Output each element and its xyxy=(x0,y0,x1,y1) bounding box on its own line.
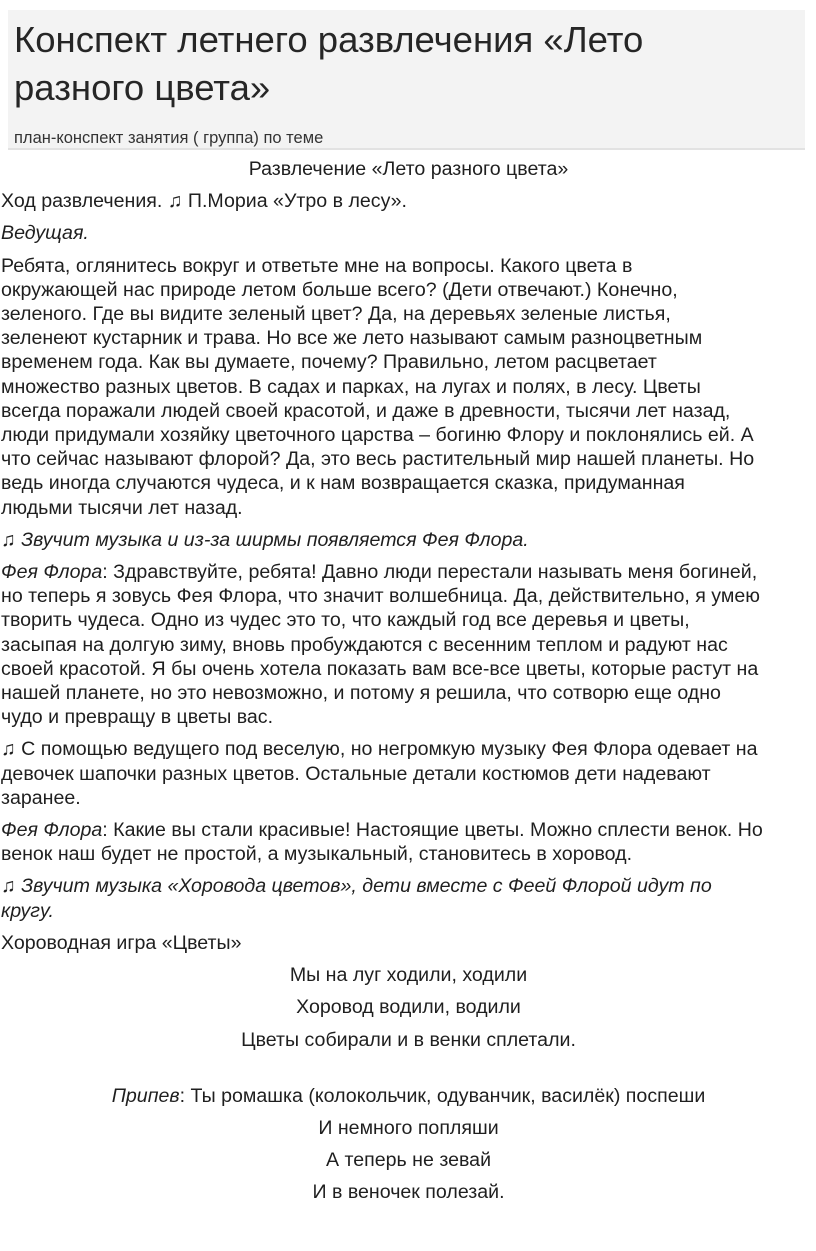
song-verse-line-1: Мы на луг ходили, ходили xyxy=(289,964,528,987)
chorus-line-4: И в веночек полезай. xyxy=(312,1181,505,1204)
song-verse-line-3: Цветы собирали и в венки сплетали. xyxy=(241,1028,576,1051)
stage-direction-3: ♫ Звучит музыка «Хоровода цветов», дети вместе с Феей Флорой идут по кругу. xyxy=(1,875,712,922)
chorus-label: Припев xyxy=(111,1084,180,1107)
course-line: Ход развлечения. ♫ П.Мориа «Утро в лесу». xyxy=(1,190,407,213)
speaker-fairy: Фея Флора xyxy=(1,561,103,584)
section-heading: Развлечение «Лето разного цвета» xyxy=(248,158,569,180)
document-header xyxy=(8,10,805,150)
spacer xyxy=(0,1060,816,1084)
stage-direction-2: ♫ С помощью ведущего под веселую, но негромкую музыку Фея Флора одевает на девочек шапочки разных цветов. Остальные детали костюмов дети надевают заранее. xyxy=(1,738,758,809)
fairy-speech-1: Фея Флора: Здравствуйте, ребята! Давно люди перестали называть меня богиней, но теперь я зовусь Фея Флора, что значит волшебница. Да, действительно, я умею творить чудеса. Одно из чудес это то, что каждый год все деревья и цветы, засыпая на долгую зиму, вновь пробуждаются с весенним теплом и радуют нас своей красотой. Я бы очень хотела показать вам все-все цветы, которые растут на нашей планете, но это невозможно, и потому я решила, что сотворю еще одно чудо и превращу в цветы вас. xyxy=(1,561,760,729)
speaker-host: Ведущая. xyxy=(1,222,89,245)
title-line-1: Конспект летнего развлечения «Лето xyxy=(14,19,644,60)
title-line-2: разного цвета» xyxy=(14,67,271,108)
page-title xyxy=(14,16,799,112)
game-title: Хороводная игра «Цветы» xyxy=(1,931,242,954)
song-verse-line-2: Хоровод водили, водили xyxy=(296,996,521,1019)
stage-direction-1: ♫ Звучит музыка и из-за ширмы появляется Фея Флора. xyxy=(1,528,529,551)
document-body xyxy=(0,157,816,1213)
chorus-line-1: Припев: Ты ромашка (колокольчик, одуванчик, василёк) поспеши xyxy=(111,1084,706,1107)
chorus-line-3: А теперь не зевай xyxy=(325,1149,492,1172)
page-subtitle: план-конспект занятия ( группа) по теме xyxy=(14,129,324,147)
speaker-fairy: Фея Флора xyxy=(1,819,103,842)
host-speech: Ребята, оглянитесь вокруг и ответьте мне на вопросы. Какого цвета в окружающей нас природе летом больше всего? (Дети отвечают.) Конечно, зеленого. Где вы видите зеленый цвет? Да, на деревьях зеленые листья, зеленеют кустарник и трава. Но все же лето называют самым разноцветным временем года. Как вы думаете, почему? Правильно, летом расцветает множество разных цветов. В садах и парках, на лугах и полях, в лесу. Цветы всегда поражали людей своей красотой, и даже в древности, тысячи лет назад, люди придумали хозяйку цветочного царства – богиню Флору и поклонялись ей. А что сейчас называют флорой? Да, это весь растительный мир нашей планеты. Но ведь иногда случаются чудеса, и к нам возвращается сказка, придуманная людьми тысячи лет назад. xyxy=(1,254,755,519)
chorus-line-2: И немного попляши xyxy=(318,1116,499,1139)
fairy-speech-2: Фея Флора: Какие вы стали красивые! Настоящие цветы. Можно сплести венок. Но венок наш будет не простой, а музыкальный, становитесь в хоровод. xyxy=(1,819,763,866)
